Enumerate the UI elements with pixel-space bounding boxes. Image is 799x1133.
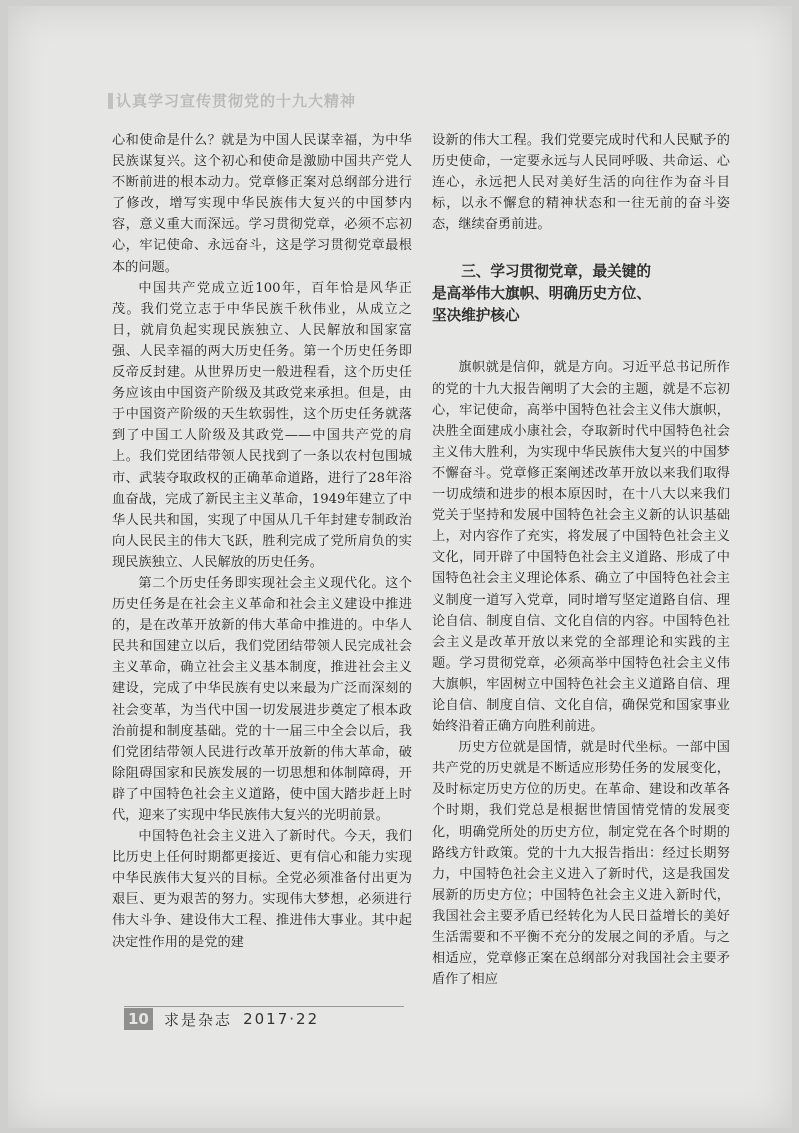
magazine-name: 求是杂志 [163, 1010, 232, 1029]
right-column [432, 130, 730, 990]
running-head: 认真学习宣传贯彻党的十九大精神 [116, 90, 356, 118]
paragraph: 设新的伟大工程。我们党要完成时代和人民赋予的历史使命，一定要永远与人民同呼吸、共命运、心连心，永远把人民对美好生活的向往作为奋斗目标，以永不懈怠的精神状态和一往无前的奋斗姿态，继续奋勇前进。 [432, 133, 730, 233]
section-heading [432, 261, 730, 327]
paragraph: 心和使命是什么？就是为中国人民谋幸福，为中华民族谋复兴。这个初心和使命是激励中国共产党人不断前进的根本动力。党章修正案对总纲部分进行了修改，增写实现中华民族伟大复兴的中国梦内容，意义重大而深远。学习贯彻党章，必须不忘初心，牢记使命、永远奋斗，这是学习贯彻党章最根本的问题。 [112, 133, 412, 275]
section-heading-line: 坚决维护核心 [432, 307, 520, 325]
magazine-page [8, 6, 792, 1128]
paragraph: 中国共产党成立近100年，百年恰是风华正茂。我们党立志于中华民族千秋伟业，从成立之日，就肩负起实现民族独立、人民解放和国家富强、人民幸福的两大历史任务。第一个历史任务即反帝反封建。从世界历史一般进程看，这个历史任务应该由中国资产阶级及其政党来承担。但是，由于中国资产阶级的天生软弱性，这个历史任务就落到了中国工人阶级及其政党——中国共产党的肩上。我们党团结带领人民找到了一条以农村包围城市、武装夺取政权的正确革命道路，进行了28年浴血奋战，完成了新民主主义革命，1949年建立了中华人民共和国，实现了中国从几千年封建专制政治向人民民主的伟大飞跃，胜利完成了党所肩负的实现民族独立、人民解放的历史任务。 [112, 280, 412, 570]
section-heading-line: 是高举伟大旗帜、明确历史方位、 [432, 285, 651, 303]
issue-number: 2017·22 [243, 1010, 320, 1028]
paragraph: 第二个历史任务即实现社会主义现代化。这个历史任务是在社会主义革命和社会主义建设中推进的，是在改革开放新的伟大革命中推进的。中华人民共和国建立以后，我们党团结带领人民完成社会主义革命，确立社会主义基本制度，推进社会主义建设，完成了中华民族有史以来最为广泛而深刻的社会变革，为当代中国一切发展进步奠定了根本政治前提和制度基础。党的十一届三中全会以后，我们党团结带领人民进行改革开放新的伟大革命，破除阻碍国家和民族发展的一切思想和体制障碍，开辟了中国特色社会主义道路，使中国大踏步赶上时代，迎来了实现中华民族伟大复兴的光明前景。 [112, 575, 412, 823]
left-column [112, 130, 412, 953]
paragraph: 中国特色社会主义进入了新时代。今天，我们比历史上任何时期都更接近、更有信心和能力实现中华民族伟大复兴的目标。全党必须准备付出更为艰巨、更为艰苦的努力。实现伟大梦想，必须进行伟大斗争、建设伟大工程、推进伟大事业。其中起决定性作用的是党的建 [112, 829, 412, 950]
section-heading-line: 三、学习贯彻党章，最关键的 [461, 263, 651, 281]
page-number: 10 [124, 1008, 153, 1030]
page-footer [124, 1008, 394, 1032]
paragraph: 旗帜就是信仰，就是方向。习近平总书记所作的党的十九大报告阐明了大会的主题，就是不忘初心，牢记使命，高举中国特色社会主义伟大旗帜，决胜全面建成小康社会，夺取新时代中国特色社会主义伟大胜利，为实现中华民族伟大复兴的中国梦不懈奋斗。党章修正案阐述改革开放以来我们取得一切成绩和进步的根本原因时，在十八大以来我们党关于坚持和发展中国特色社会主义新的认识基础上，对内容作了充实，将发展了中国特色社会主义文化，同开辟了中国特色社会主义道路、形成了中国特色社会主义理论体系、确立了中国特色社会主义制度一道写入党章，同时增写坚定道路自信、理论自信、制度自信、文化自信的内容。中国特色社会主义是改革开放以来党的全部理论和实践的主题。学习贯彻党章，必须高举中国特色社会主义伟大旗帜，牢固树立中国特色社会主义道路自信、理论自信、制度自信、文化自信，确保党和国家事业始终沿着正确方向胜利前进。 [432, 360, 730, 735]
footer-rule [124, 1006, 404, 1007]
paragraph: 历史方位就是国情，就是时代坐标。一部中国共产党的历史就是不断适应形势任务的发展变化，及时标定历史方位的历史。在革命、建设和改革各个时期，我们党总是根据世情国情党情的发展变化，明确党所处的历史方位，制定党在各个时期的路线方针政策。党的十九大报告指出：经过长期努力，中国特色社会主义进入了新时代，这是我国发展新的历史方位；中国特色社会主义进入新时代，我国社会主要矛盾已经转化为人民日益增长的美好生活需要和不平衡不充分的发展之间的矛盾。与之相适应，党章修正案在总纲部分对我国社会主要矛盾作了相应 [432, 740, 730, 988]
